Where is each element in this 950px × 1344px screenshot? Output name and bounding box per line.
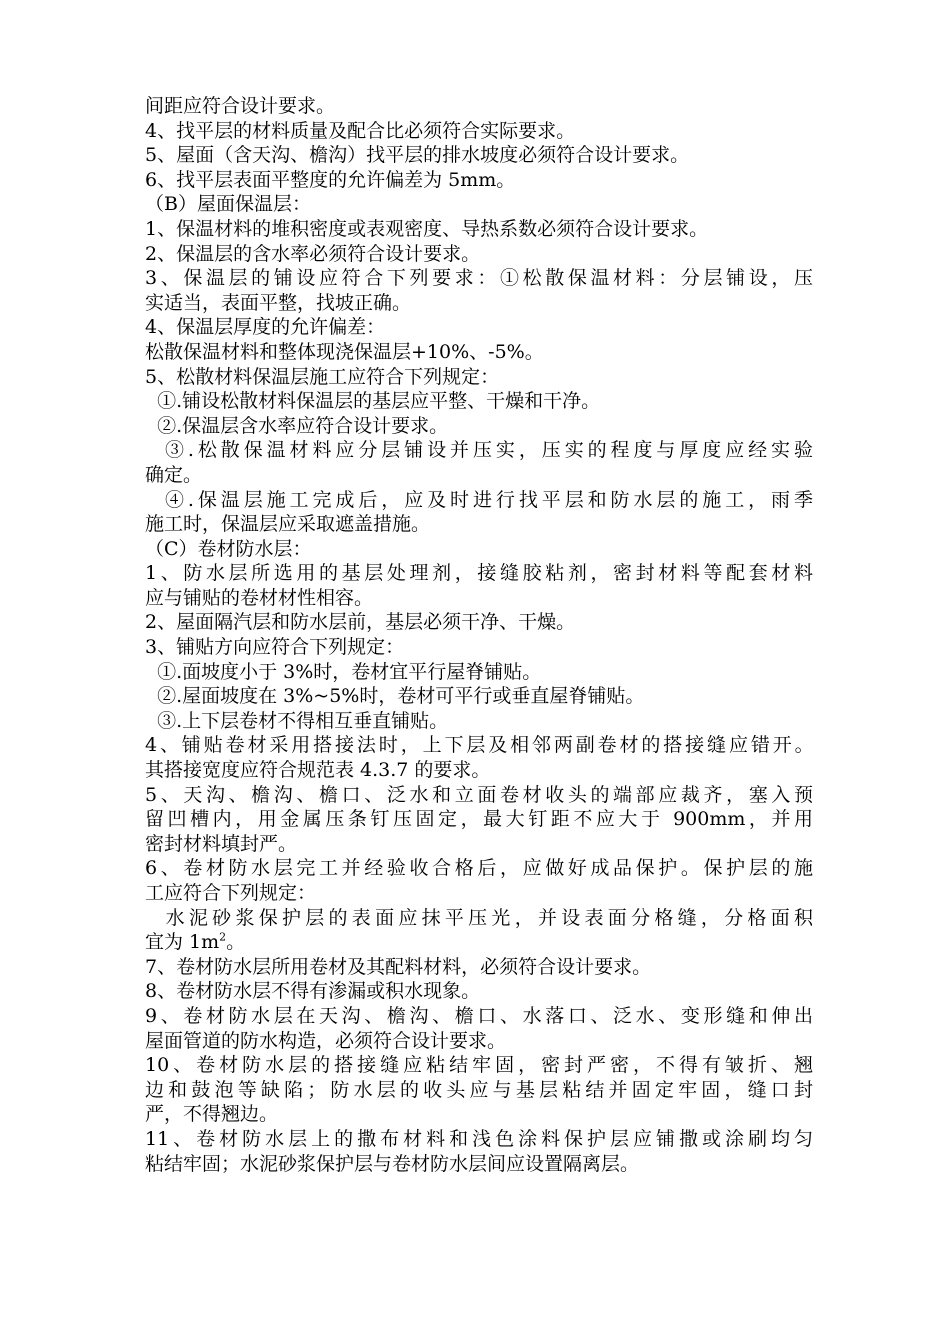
text-line: 边和鼓泡等缺陷；防水层的收头应与基层粘结并固定牢固，缝口封 bbox=[145, 1078, 813, 1101]
superscript: 2 bbox=[219, 930, 227, 944]
text-line: 3、保温层的铺设应符合下列要求：①松散保温材料：分层铺设，压 bbox=[145, 267, 813, 290]
text-line: ①.铺设松散材料保温层的基层应平整、干燥和干净。 bbox=[145, 390, 601, 413]
text-line: 应与铺贴的卷材材性相容。 bbox=[145, 586, 374, 609]
area-text: 宜为 1m bbox=[145, 931, 220, 954]
text-line: 9、卷材防水层在天沟、檐沟、檐口、水落口、泛水、变形缝和伸出 bbox=[145, 1004, 813, 1027]
text-line: 2、屋面隔汽层和防水层前，基层必须干净、干燥。 bbox=[145, 611, 576, 634]
text-line: 2、保温层的含水率必须符合设计要求。 bbox=[145, 242, 481, 265]
text-line: ③.松散保温材料应分层铺设并压实，压实的程度与厚度应经实验 bbox=[145, 439, 813, 462]
text-line: 4、保温层厚度的允许偏差： bbox=[145, 316, 386, 339]
text-line: 6、找平层表面平整度的允许偏差为 5mm。 bbox=[145, 168, 516, 191]
text-line: 屋面管道的防水构造，必须符合设计要求。 bbox=[145, 1029, 507, 1052]
area-tail: 。 bbox=[226, 931, 246, 954]
text-line: 11、卷材防水层上的撒布材料和浅色涂料保护层应铺撒或涂刷均匀 bbox=[145, 1127, 813, 1150]
text-line: ②.保温层含水率应符合设计要求。 bbox=[145, 414, 449, 437]
text-line: 粘结牢固；水泥砂浆保护层与卷材防水层间应设置隔离层。 bbox=[145, 1152, 640, 1175]
text-line: 密封材料填封严。 bbox=[145, 832, 298, 855]
text-line: 7、卷材防水层所用卷材及其配料材料，必须符合设计要求。 bbox=[145, 955, 652, 978]
text-line: 水泥砂浆保护层的表面应抹平压光，并设表面分格缝，分格面积 bbox=[145, 906, 813, 929]
text-line: ④.保温层施工完成后，应及时进行找平层和防水层的施工，雨季 bbox=[145, 488, 813, 511]
text-line: 5、天沟、檐沟、檐口、泛水和立面卷材收头的端部应裁齐，塞入预 bbox=[145, 783, 813, 806]
text-line: 其搭接宽度应符合规范表 4.3.7 的要求。 bbox=[145, 759, 491, 782]
text-line: 3、铺贴方向应符合下列规定： bbox=[145, 636, 405, 659]
text-line: 5、屋面（含天沟、檐沟）找平层的排水坡度必须符合设计要求。 bbox=[145, 144, 690, 167]
text-line: 留凹槽内，用金属压条钉压固定，最大钉距不应大于 900mm，并用 bbox=[145, 808, 813, 831]
text-line bbox=[145, 930, 813, 955]
text-line: ③.上下层卷材不得相互垂直铺贴。 bbox=[145, 709, 449, 732]
section-heading: （C）卷材防水层： bbox=[145, 537, 312, 560]
text-line: 4、找平层的材料质量及配合比必须符合实际要求。 bbox=[145, 119, 576, 142]
text-line: 实适当，表面平整，找坡正确。 bbox=[145, 291, 412, 314]
text-line: ②.屋面坡度在 3%~5%时，卷材可平行或垂直屋脊铺贴。 bbox=[145, 685, 645, 708]
text-line: 间距应符合设计要求。 bbox=[145, 95, 336, 117]
text-line: 施工时，保温层应采取遮盖措施。 bbox=[145, 513, 431, 536]
section-heading: （B）屋面保温层： bbox=[145, 193, 311, 216]
text-line: 松散保温材料和整体现浇保温层+10%、-5%。 bbox=[145, 340, 544, 363]
text-line: 10、卷材防水层的搭接缝应粘结牢固，密封严密，不得有皱折、翘 bbox=[145, 1054, 813, 1077]
text-line: 8、卷材防水层不得有渗漏或积水现象。 bbox=[145, 980, 481, 1003]
text-line: 1、保温材料的堆积密度或表观密度、导热系数必须符合设计要求。 bbox=[145, 217, 709, 240]
text-line: 工应符合下列规定： bbox=[145, 882, 317, 904]
text-line: 确定。 bbox=[145, 463, 203, 486]
text-line: 1、防水层所选用的基层处理剂，接缝胶粘剂，密封材料等配套材料 bbox=[145, 562, 813, 585]
text-line: 严，不得翘边。 bbox=[145, 1103, 279, 1126]
document-body bbox=[145, 94, 813, 1176]
text-line: 4、铺贴卷材采用搭接法时，上下层及相邻两副卷材的搭接缝应错开。 bbox=[145, 734, 813, 757]
text-line: ①.面坡度小于 3%时，卷材宜平行屋脊铺贴。 bbox=[145, 660, 542, 683]
text-line: 5、松散材料保温层施工应符合下列规定： bbox=[145, 365, 500, 388]
text-line: 6、卷材防水层完工并经验收合格后，应做好成品保护。保护层的施 bbox=[145, 857, 813, 880]
